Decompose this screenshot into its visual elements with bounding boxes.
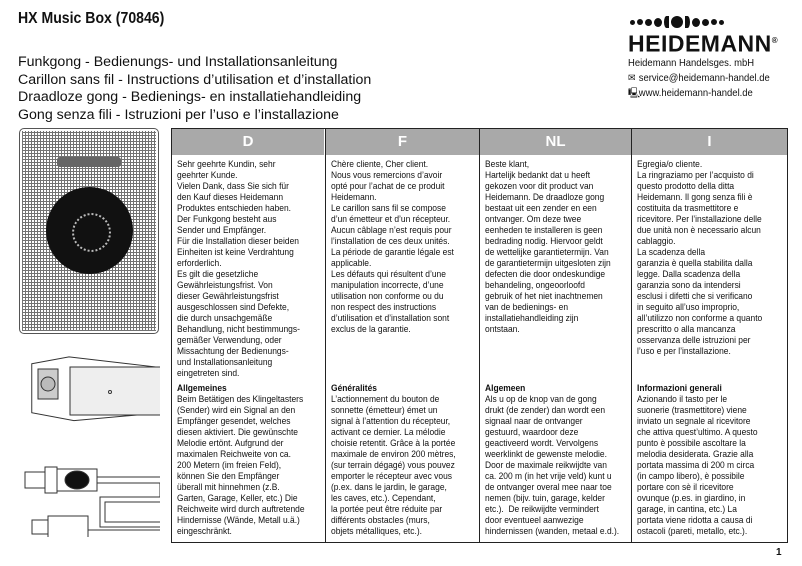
instructions-table (171, 128, 788, 543)
table-top-border (171, 128, 788, 129)
general-text: Beim Betätigen des Klingeltasters (Sender) wird ein Signal an den Empfänger gesendet, welches diesen aktiviert. Die gewünschte Melodie ertönt. Aufgrund der maximalen Reichweite von ca. 200 Metern (im freien Feld), können Sie den Empfänger überall mit hinnehmen (z.B. Garten, Garage, Keller, etc.) Die Reichweite wird durch auftretende Hindernisse (Wände, Metall u.ä.) eingeschränkt. (177, 393, 305, 536)
subtitle-de: Funkgong - Bedienungs- und Installationsanleitung (18, 54, 338, 70)
page-number: 1 (776, 547, 782, 558)
intro-text: Egregia/o cliente. La ringraziamo per l’acquisto di questo prodotto della ditta Heidemann. Il gong senza fili è costituita da trasmettitore e ricevitore. Per l’installazione delle due unità non è necessario alcun cablaggio. La scadenza della garanzia è quella stabilita dalla legge. Dalla scadenza della garanzia sono da intendersi esclusi i difetti che si verificano in seguito all’uso improprio, all’utilizzo non conforme a quanto prescritto o alla mancanza osservanza delle istruzioni per l’uso e per l’installazione. (637, 158, 763, 356)
intro-text: Beste klant, Hartelijk bedankt dat u heeft gekozen voor dit product van Heidemann. De draadloze gong bestaat uit een zender en een ontvanger. Om deze twee eenheden te installeren is geen bedrading nodig. Hiervoor geldt de wettelijke garantietermijn. Van de garantietermijn uitgesloten zijn defecten die door ondeskundige behandeling, ongeoorloofd gebruik of het niet inachtnemen van de bedienings- en installatiehandleiding zijn ontstaan. (485, 158, 611, 334)
website-link[interactable]: www.heidemann-handel.de (638, 87, 753, 99)
computer-icon: 🖳 (628, 88, 641, 99)
subtitle-fr: Carillon sans fil - Instructions d’utilisation et d’installation (18, 71, 372, 88)
column-header: F (326, 128, 479, 155)
general-text: Azionando il tasto per le suonerie (trasmettitore) viene inviato un segnale al ricevitore che attiva quest’ultimo. A questo punto è possibile ascoltare la melodia desiderata. Grazie alla portata massima di 200 m circa (in campo libero), è possibile portare con sè il ricevitore ovunque (p.es. in giardino, in garage, in cantina, etc.) La portata viene ridotta a causa di ostacoli (pareti, metallo, etc.). (637, 393, 758, 536)
heidemann-logo: HEIDEMANN® (628, 14, 788, 55)
section-heading: Allgemeines (177, 382, 227, 393)
section-heading: Informazioni generali (637, 382, 722, 393)
document-title: HX Music Box (70846) (18, 10, 165, 27)
subtitle-it: Gong senza fili - Istruzioni per l’uso e l’installazione (18, 107, 339, 124)
subtitles (18, 54, 371, 125)
general-section (331, 382, 456, 536)
section-heading: Généralités (331, 382, 377, 393)
intro-text: Chère cliente, Cher client. Nous vous remercions d’avoir opté pour l’achat de ce produit Heidemann. Le carillon sans fil se compose d’un émetteur et d’un récepteur. Aucun câblage n’est requis pour l’installation de ces deux unités. La période de garantie légale est applicable. Les défauts qui résultent d’une manipulation incorrecte, d’une utilisation non conforme ou du non respect des instructions d’utilisation et d’installation sont exclus de la garantie. (331, 158, 454, 334)
column-header: I (632, 128, 787, 155)
column-it (631, 128, 787, 542)
intro-text: Sehr geehrte Kundin, sehr geehrter Kunde. Vielen Dank, dass Sie sich für den Kauf dieses Heidemann Produktes entschieden haben. Der Funkgong besteht aus Sender und Empfänger. Für die Installation dieser beiden Einheiten ist keine Verdrahtung erforderlich. Es gilt die gesetzliche Gewährleistungsfrist. Von dieser Gewährleistungsfrist ausgeschlossen sind Defekte, die durch unsachgemäße Behandlung, nicht bestimmungs- gemäßer Verwendung, oder Missachtung der Bedienungs- und Installationsanleitung eingetreten sind. (177, 158, 300, 378)
email-link[interactable]: service@heidemann-handel.de (638, 72, 770, 84)
subtitle-nl: Draadloze gong - Bedienings- en installatiehandleiding (18, 89, 362, 106)
company-name: Heidemann Handelsges. mbH (628, 57, 755, 69)
transmitter-and-usb-cable-image (20, 352, 160, 537)
speaker-icon (46, 187, 133, 274)
column-header: NL (480, 128, 631, 155)
general-section (177, 382, 305, 536)
general-section (637, 382, 758, 536)
envelope-icon: ✉ (628, 73, 636, 84)
general-text: Als u op de knop van de gong drukt (de zender) dan wordt een signaal naar de ontvanger gestuurd, waardoor deze geactiveerd wordt. Vervolgens weerklinkt de gewenste melodie. Door de maximale reikwijdte van ca. 200 m (in het vrije veld) kunt u de ontvanger overal mee naar toe nemen (bijv. tuin, garage, kelder etc.). De reikwijdte vermindert door eventueel aanwezige hindernissen (wanden, metaal e.d.). (485, 393, 620, 536)
receiver-image (19, 128, 159, 334)
column-de (172, 128, 325, 542)
logo-dots-icon (630, 14, 788, 30)
brand-name: HEIDEMANN (628, 30, 772, 57)
general-section (485, 382, 619, 536)
column-nl (479, 128, 631, 542)
column-fr (325, 128, 479, 542)
company-info (628, 56, 770, 101)
column-header: D (172, 128, 324, 155)
section-heading: Algemeen (485, 382, 526, 393)
general-text: L’actionnement du bouton de sonnette (émetteur) émet un signal à l’attention du récepteur, activant ce dernier. La mélodie choisie retentit. Grâce à la portée maximale de environ 200 mètres, (sur terrain dégagé) vous pouvez emporter le récepteur avec vous (p.ex. dans le jardin, le garage, les caves, etc.). Cependant, la portée peut être réduite par différents obstacles (murs, objets métalliques, etc.). (331, 393, 456, 536)
